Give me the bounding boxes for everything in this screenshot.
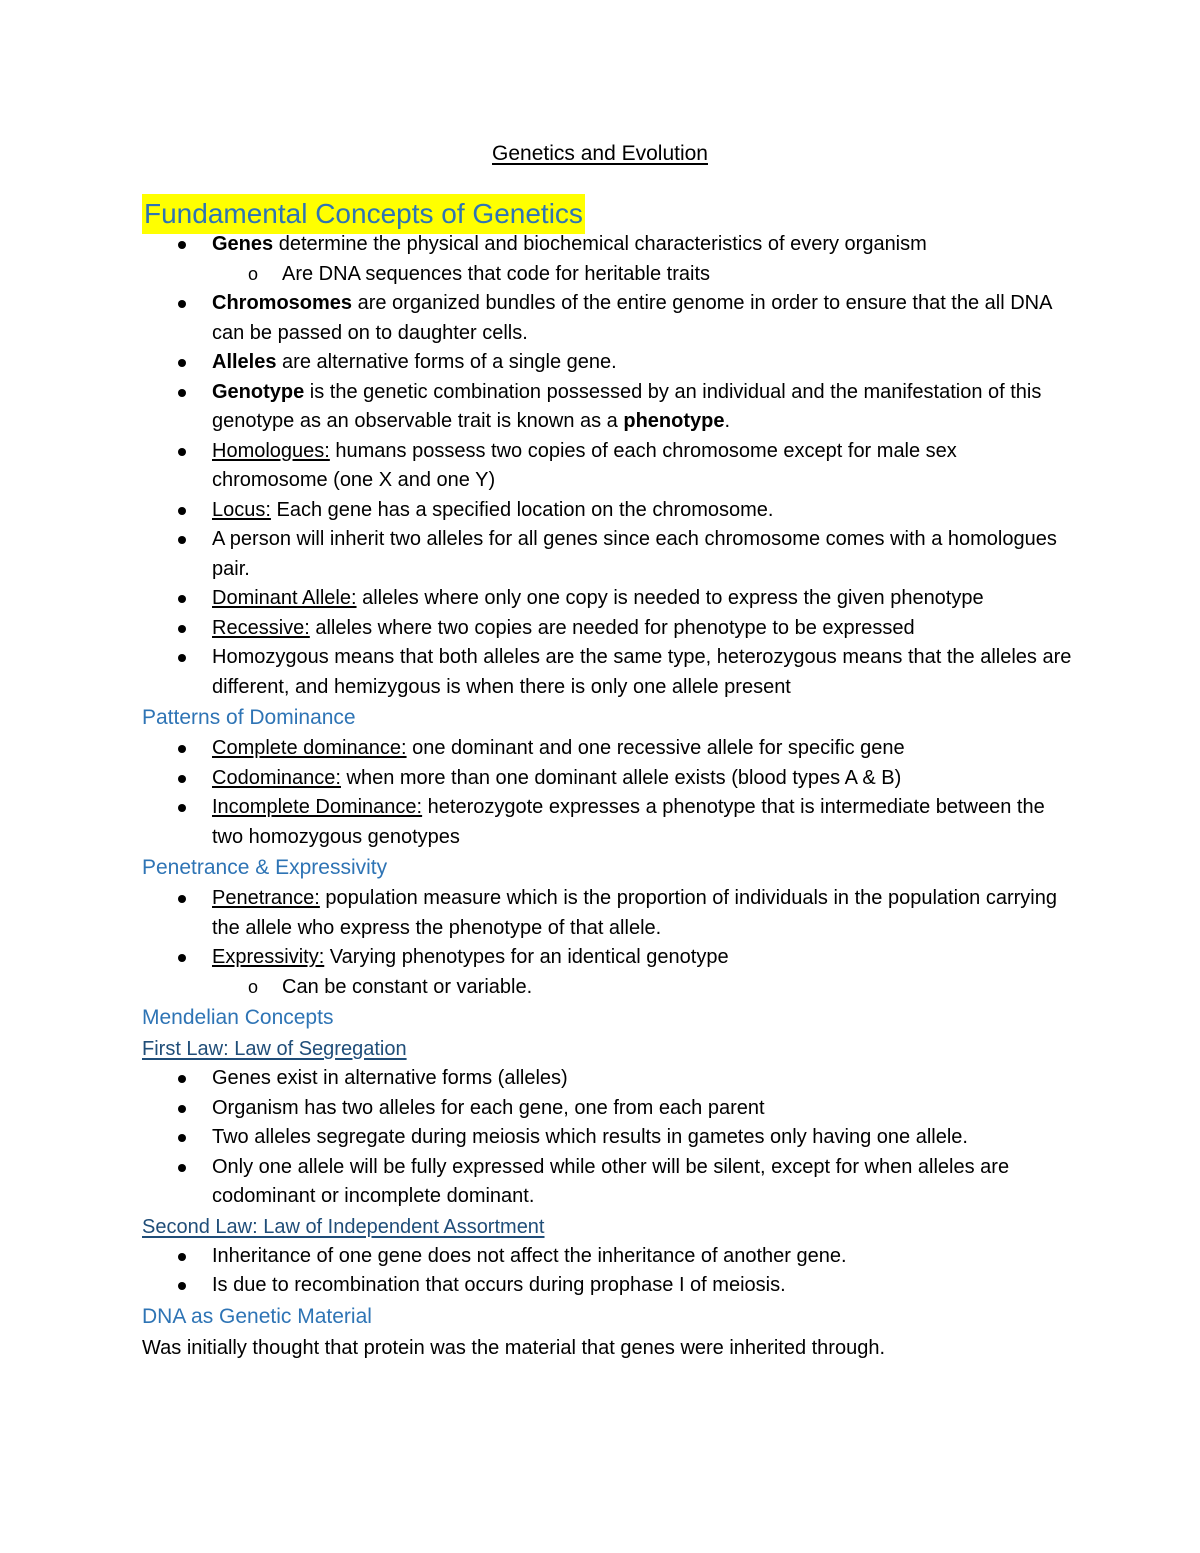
list-item-penetrance bbox=[142, 884, 1072, 943]
term-genotype: Genotype bbox=[212, 380, 305, 403]
heading-fundamental-concepts: Fundamental Concepts of Genetics bbox=[142, 194, 585, 234]
heading-second-law: Second Law: Law of Independent Assortment bbox=[142, 1215, 545, 1238]
list-item-complete bbox=[142, 734, 1072, 764]
list-item-locus bbox=[142, 496, 1072, 526]
first-law-list bbox=[142, 1064, 1072, 1212]
bullet-icon bbox=[178, 745, 186, 753]
dominance-list bbox=[142, 734, 1072, 852]
bullet-icon bbox=[178, 1075, 186, 1083]
term-expressivity: Expressivity: bbox=[212, 946, 325, 968]
bullet-icon bbox=[178, 359, 186, 367]
text-penetrance: population measure which is the proportion of individuals in the population carrying the allele who express the phenotype of that allele. bbox=[212, 887, 1057, 939]
list-item-recessive bbox=[142, 614, 1072, 644]
bullet-icon bbox=[178, 895, 186, 903]
text-complete: one dominant and one recessive allele for specific gene bbox=[406, 737, 905, 759]
bullet-icon bbox=[178, 389, 186, 397]
list-item-text: Genes exist in alternative forms (alleles) bbox=[212, 1067, 568, 1089]
bullet-icon bbox=[178, 1282, 186, 1290]
term-penetrance: Penetrance: bbox=[212, 887, 320, 909]
fundamentals-list bbox=[142, 230, 1072, 702]
document-title: Genetics and Evolution bbox=[492, 142, 708, 165]
text-incomplete: heterozygote expresses a phenotype that is intermediate between the two homozygous genotypes bbox=[212, 796, 1045, 848]
bullet-icon bbox=[178, 1164, 186, 1172]
text-dominant: alleles where only one copy is needed to express the given phenotype bbox=[356, 587, 984, 609]
term-recessive: Recessive: bbox=[212, 616, 310, 639]
text-expressivity-sub: Can be constant or variable. bbox=[282, 975, 533, 998]
text-genes-sub: Are DNA sequences that code for heritable traits bbox=[282, 262, 711, 285]
sub-bullet-icon: o bbox=[248, 263, 259, 284]
penetrance-list bbox=[142, 884, 1072, 1002]
text-codominance: when more than one dominant allele exists (blood types A & B) bbox=[340, 766, 902, 789]
bullet-icon bbox=[178, 775, 186, 783]
sub-item-expressivity bbox=[142, 973, 1072, 1003]
term-complete: Complete dominance: bbox=[212, 737, 407, 759]
term-homologues: Homologues: bbox=[212, 439, 330, 462]
text-inherit: A person will inherit two alleles for all genes since each chromosome comes with a homologues pair. bbox=[212, 528, 1057, 580]
bullet-icon bbox=[178, 1105, 186, 1113]
text-chromosomes: are organized bundles of the entire genome in order to ensure that the all DNA can be passed on to daughter cells. bbox=[212, 292, 1052, 344]
text-expressivity: Varying phenotypes for an identical genotype bbox=[324, 946, 729, 968]
list-item-codominance bbox=[142, 764, 1072, 794]
list-item bbox=[142, 1242, 1072, 1272]
bullet-icon bbox=[178, 448, 186, 456]
list-item-genes bbox=[142, 230, 1072, 260]
term-alleles: Alleles bbox=[212, 351, 277, 373]
list-item bbox=[142, 1064, 1072, 1094]
heading-patterns-of-dominance: Patterns of Dominance bbox=[142, 706, 356, 729]
heading-mendelian-concepts: Mendelian Concepts bbox=[142, 1006, 334, 1029]
bullet-icon bbox=[178, 507, 186, 515]
term-locus: Locus: bbox=[212, 498, 271, 521]
heading-first-law: First Law: Law of Segregation bbox=[142, 1038, 407, 1060]
list-item-text: Two alleles segregate during meiosis which results in gametes only having one allele. bbox=[212, 1126, 968, 1148]
text-zygous: Homozygous means that both alleles are the same type, heterozygous means that the alleles are different, and hemizygous is when there is only one allele present bbox=[212, 646, 1072, 698]
text-genotype: is the genetic combination possessed by an individual and the manifestation of this genotype as an observable trait is known as a bbox=[212, 380, 1042, 432]
list-item-alleles bbox=[142, 348, 1072, 378]
dna-paragraph: Was initially thought that protein was the material that genes were inherited through. bbox=[142, 1336, 886, 1359]
list-item bbox=[142, 1094, 1072, 1124]
text-genotype-end: . bbox=[724, 410, 731, 432]
term-dominant: Dominant Allele: bbox=[212, 587, 357, 609]
sub-bullet-icon: o bbox=[248, 976, 259, 997]
list-item-text: Inheritance of one gene does not affect the inheritance of another gene. bbox=[212, 1244, 847, 1267]
list-item bbox=[142, 1153, 1072, 1212]
term-genes: Genes bbox=[212, 233, 274, 255]
text-genes: determine the physical and biochemical characteristics of every organism bbox=[273, 233, 927, 255]
bullet-icon bbox=[178, 1253, 186, 1261]
term-phenotype: phenotype bbox=[623, 410, 725, 432]
text-homologues: humans possess two copies of each chromosome except for male sex chromosome (one X and one Y) bbox=[212, 439, 957, 491]
text-locus: Each gene has a specified location on the chromosome. bbox=[270, 498, 774, 521]
term-chromosomes: Chromosomes bbox=[212, 292, 353, 314]
bullet-icon bbox=[178, 954, 186, 962]
heading-dna-genetic-material: DNA as Genetic Material bbox=[142, 1304, 372, 1328]
bullet-icon bbox=[178, 654, 186, 662]
bullet-icon bbox=[178, 804, 186, 812]
list-item-text: Only one allele will be fully expressed while other will be silent, except for when alleles are codominant or incomplete dominant. bbox=[212, 1155, 1010, 1207]
list-item-expressivity bbox=[142, 943, 1072, 973]
list-item-dominant bbox=[142, 584, 1072, 614]
text-recessive: alleles where two copies are needed for phenotype to be expressed bbox=[309, 616, 915, 639]
list-item-text: Is due to recombination that occurs during prophase I of meiosis. bbox=[212, 1274, 786, 1296]
list-item-text: Organism has two alleles for each gene, one from each parent bbox=[212, 1096, 765, 1119]
list-item bbox=[142, 1271, 1072, 1301]
text-alleles: are alternative forms of a single gene. bbox=[276, 351, 617, 373]
bullet-icon bbox=[178, 625, 186, 633]
list-item bbox=[142, 1123, 1072, 1153]
list-item-chromosomes bbox=[142, 289, 1072, 348]
list-item-homologues bbox=[142, 437, 1072, 496]
list-item-incomplete bbox=[142, 793, 1072, 852]
second-law-list bbox=[142, 1242, 1072, 1301]
document-body bbox=[142, 194, 1072, 1363]
list-item-genotype bbox=[142, 378, 1072, 437]
bullet-icon bbox=[178, 1134, 186, 1142]
list-item-inherit bbox=[142, 525, 1072, 584]
term-codominance: Codominance: bbox=[212, 766, 341, 789]
heading-penetrance-expressivity: Penetrance & Expressivity bbox=[142, 856, 388, 879]
bullet-icon bbox=[178, 595, 186, 603]
bullet-icon bbox=[178, 300, 186, 308]
bullet-icon bbox=[178, 241, 186, 249]
sub-item-genes bbox=[142, 260, 1072, 290]
term-incomplete: Incomplete Dominance: bbox=[212, 796, 423, 818]
bullet-icon bbox=[178, 536, 186, 544]
list-item-zygous bbox=[142, 643, 1072, 702]
